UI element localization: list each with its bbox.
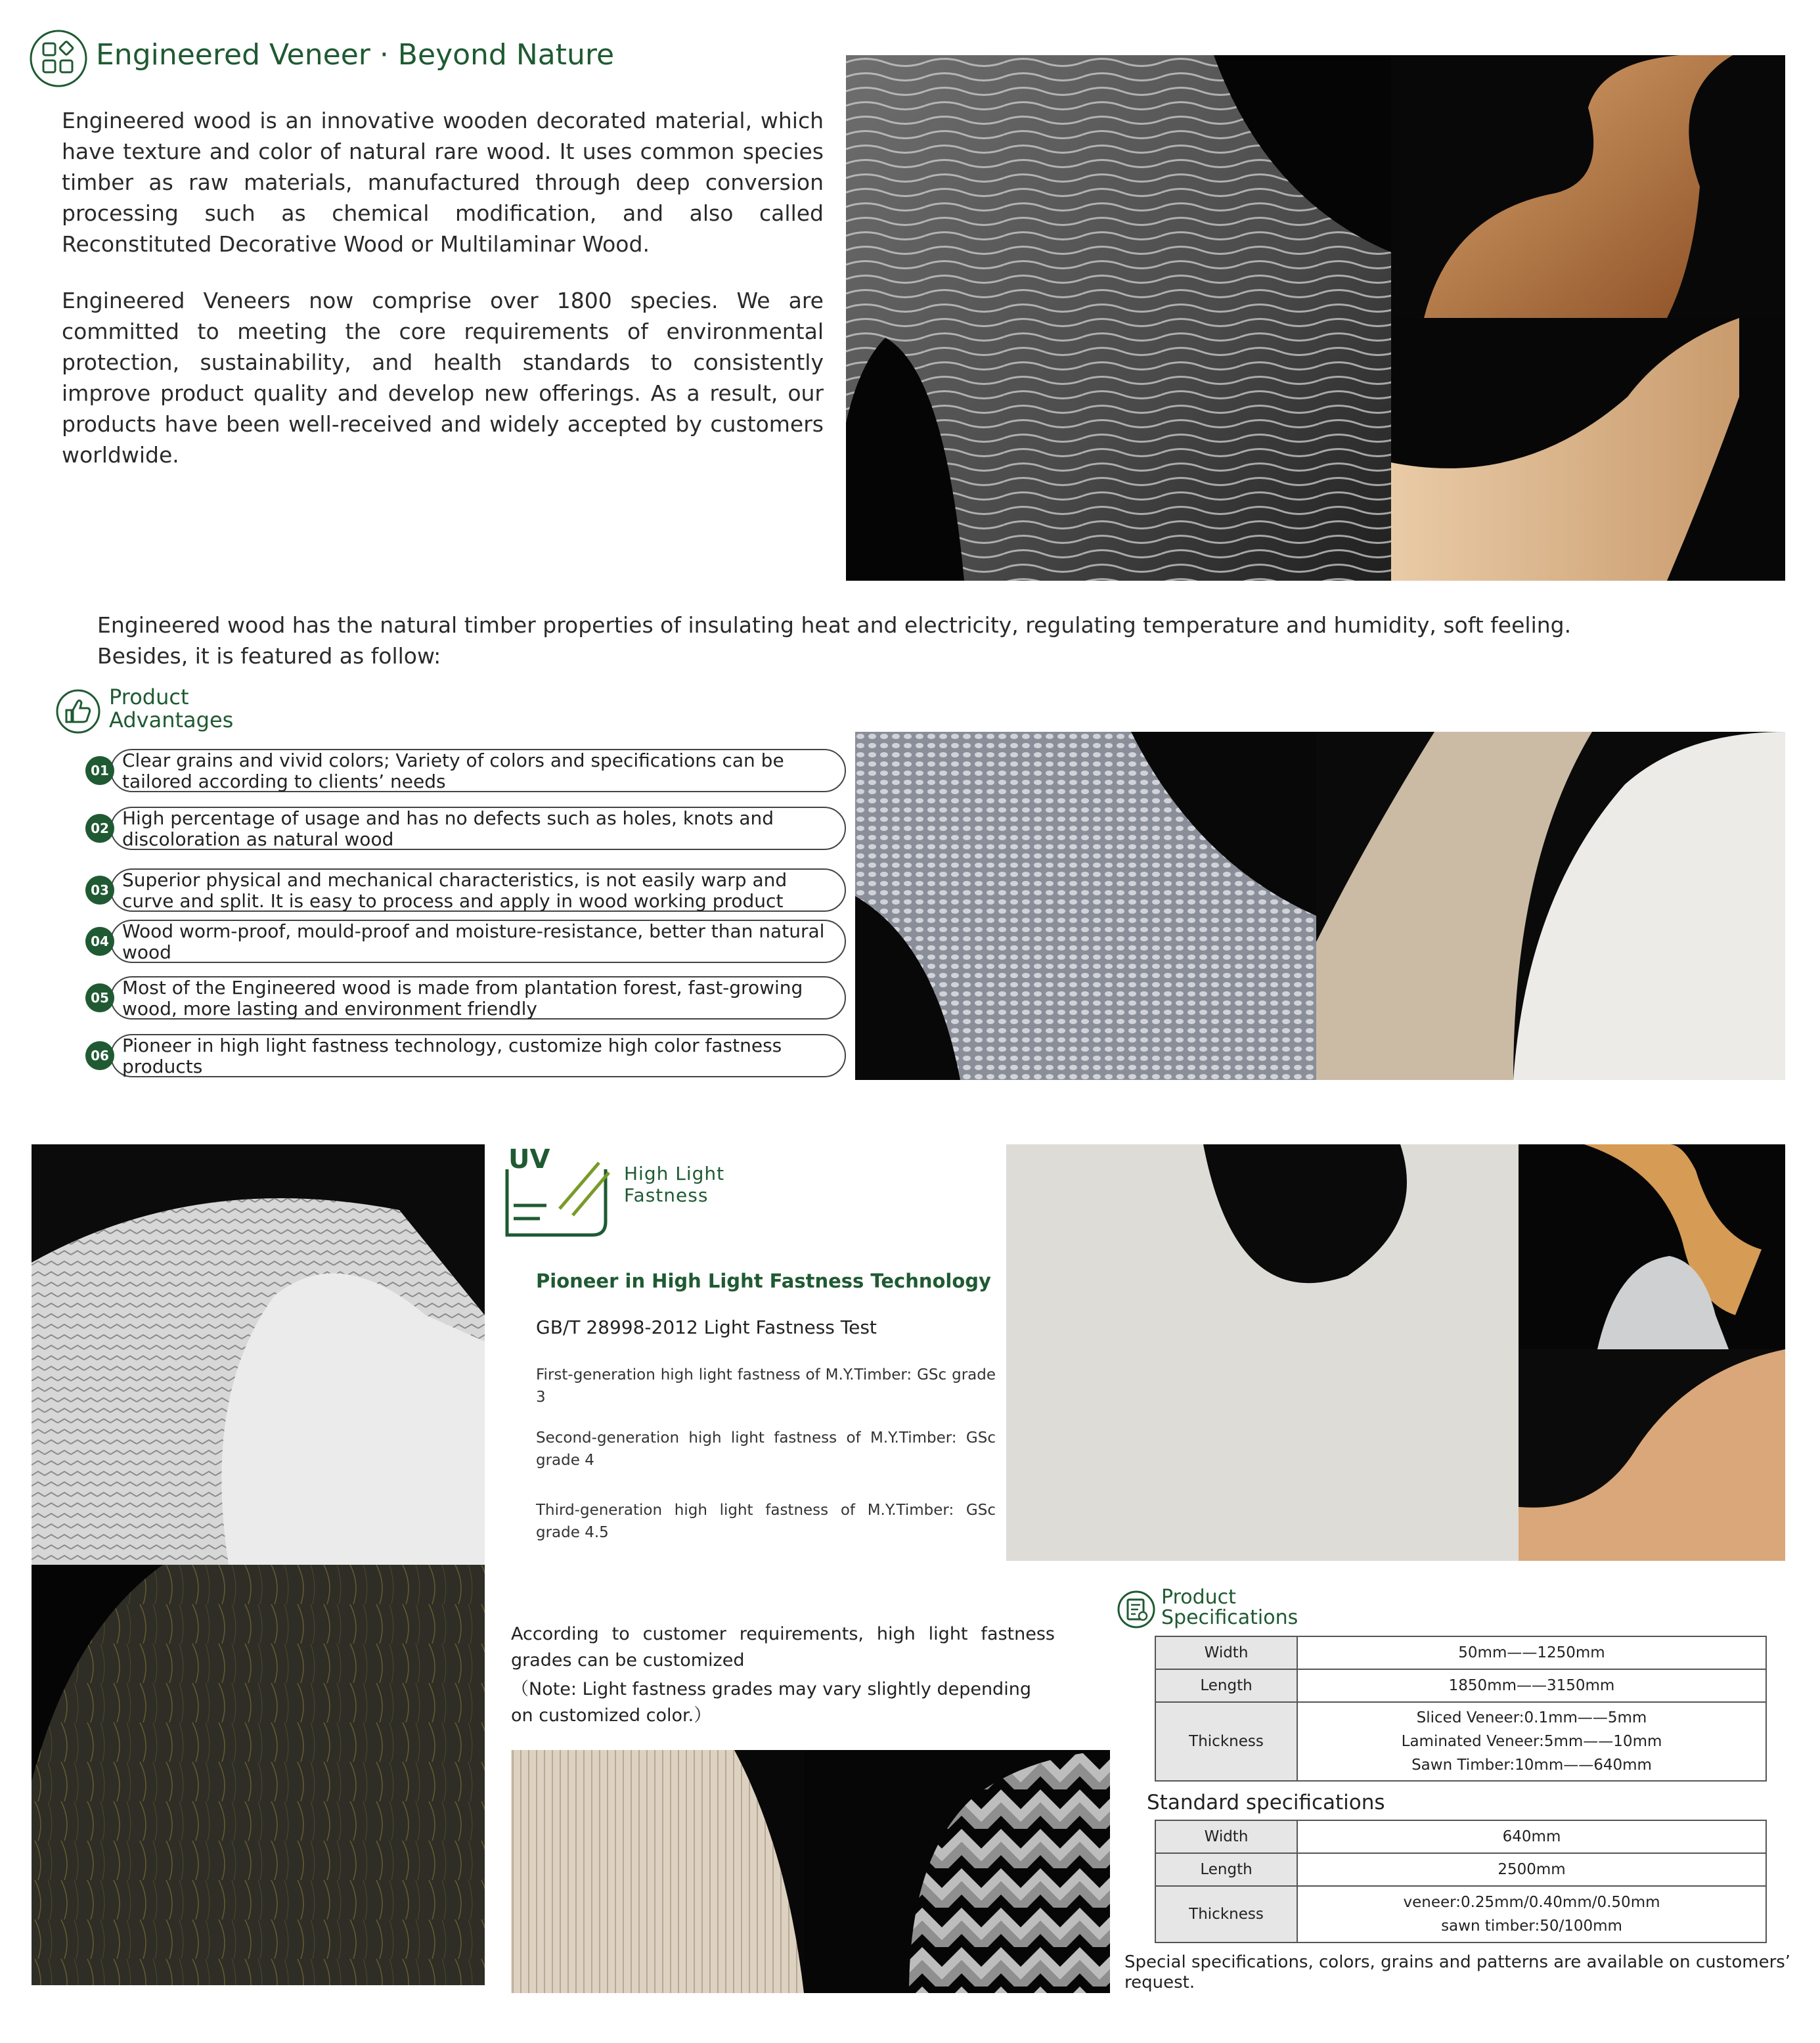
- advantage-text: Most of the Engineered wood is made from plantation forest, fast-growing wood, more lasting and environment friendly: [122, 977, 803, 1020]
- spec-key: Length: [1155, 1669, 1297, 1702]
- advantage-item: [91, 749, 846, 792]
- uv-label: UV: [508, 1144, 550, 1175]
- photo-chevron-veneer-roll: [804, 1750, 1110, 1993]
- advantages-title-line2: Advantages: [109, 707, 234, 732]
- thickness-sawn: Sawn Timber:10mm——640mm: [1411, 1757, 1652, 1774]
- specs-title: [1161, 1587, 1298, 1628]
- photo-striped-cream-veneer: [511, 1750, 804, 1993]
- photo-white-herringbone-roll: [32, 1144, 485, 1565]
- thumbs-up-icon: [55, 688, 101, 734]
- uv-scroll-icon: [500, 1143, 616, 1242]
- standard-specs-table: [1155, 1820, 1767, 1943]
- thickness-laminated: Laminated Veneer:5mm——10mm: [1401, 1733, 1662, 1750]
- uv-subtitle: Pioneer in High Light Fastness Technology: [536, 1270, 991, 1292]
- specs-title-line1: Product: [1161, 1586, 1236, 1609]
- spec-value: [1297, 1702, 1766, 1781]
- generation-3: Third-generation high light fastness of M.Y.Timber: GSc grade 4.5: [536, 1502, 996, 1541]
- advantage-number: 03: [85, 876, 114, 905]
- advantage-item: [91, 807, 846, 850]
- advantage-number: 02: [85, 814, 114, 843]
- specs-title-line2: Specifications: [1161, 1606, 1298, 1629]
- advantage-item: [91, 868, 846, 912]
- spec-value: 640mm: [1297, 1820, 1766, 1853]
- advantage-item: [91, 976, 846, 1020]
- advantage-number: 01: [85, 756, 114, 785]
- customize-text: According to customer requirements, high light fastness grades can be customized: [511, 1624, 1055, 1671]
- generation-1: First-generation high light fastness of M.Y.Timber: GSc grade 3: [536, 1366, 996, 1406]
- specs-table: [1155, 1636, 1767, 1782]
- spec-key: Width: [1155, 1636, 1297, 1669]
- uv-title-line2: Fastness: [624, 1184, 709, 1206]
- features-intro: Engineered wood has the natural timber properties of insulating heat and electricity, regulating temperature and humidity, soft feeling. Besides, it is featured as follow:: [97, 612, 1572, 669]
- spec-sheet-icon: [1117, 1590, 1156, 1629]
- spec-key: Width: [1155, 1820, 1297, 1853]
- spec-value: [1297, 1886, 1766, 1942]
- photo-textured-grey-veneer: [855, 732, 1316, 1080]
- spec-value: 50mm——1250mm: [1297, 1636, 1766, 1669]
- spec-value: 1850mm——3150mm: [1297, 1669, 1766, 1702]
- photo-rolled-tan-veneer: [1391, 55, 1785, 318]
- note-text: （Note: Light fastness grades may vary slightly depending on customized color.）: [511, 1679, 1031, 1726]
- photo-dark-wavy-veneer: [846, 55, 1391, 581]
- photo-white-fine-grain-veneer: [1006, 1144, 1519, 1561]
- photo-marble-veneer-roll: [1519, 1144, 1785, 1349]
- intro-paragraph-2: Engineered Veneers now comprise over 1800 species. We are committed to meeting the core requirements of environmental protection, sustainability, and health standards to consistently improve product quality and develop new offerings. As a result, our products have been well-received and widely accepted by customers worldwide.: [62, 288, 824, 468]
- uv-title-line1: High Light: [624, 1163, 725, 1184]
- photo-beige-white-veneer: [1316, 732, 1785, 1080]
- advantage-text: Superior physical and mechanical characteristics, is not easily warp and curve and split. It is easy to process and apply in wood working product: [122, 869, 788, 912]
- generation-2: Second-generation high light fastness of M.Y.Timber: GSc grade 4: [536, 1429, 996, 1469]
- special-specs-note: Special specifications, colors, grains and patterns are available on customers’ request.: [1124, 1952, 1791, 1992]
- advantage-number: 05: [85, 983, 114, 1012]
- photo-peach-veneer-curl: [1519, 1349, 1785, 1561]
- advantage-text: Clear grains and vivid colors; Variety of colors and specifications can be tailored according to clients’ needs: [122, 750, 784, 792]
- standard-label: GB/T 28998-2012 Light Fastness Test: [536, 1316, 877, 1338]
- advantage-text: Pioneer in high light fastness technology, customize high color fastness products: [122, 1035, 782, 1077]
- advantage-item: [91, 920, 846, 963]
- page-title: Engineered Veneer · Beyond Nature: [96, 38, 615, 72]
- grid-blocks-icon: [29, 29, 88, 88]
- spec-value: 2500mm: [1297, 1853, 1766, 1886]
- spec-key: Thickness: [1155, 1702, 1297, 1781]
- advantages-title: [109, 686, 233, 732]
- uv-title: [624, 1163, 724, 1206]
- spec-key: Length: [1155, 1853, 1297, 1886]
- spec-key: Thickness: [1155, 1886, 1297, 1942]
- thickness-sliced: Sliced Veneer:0.1mm——5mm: [1416, 1709, 1647, 1726]
- intro-paragraph-1: Engineered wood is an innovative wooden decorated material, which have texture and color of natural rare wood. It uses common species timber as raw materials, manufactured through deep conversion processing such as chemical modification, and also called Reconstituted Decorative Wood or Multilaminar Wood.: [62, 108, 824, 257]
- advantages-title-line1: Product: [109, 685, 189, 709]
- thickness-sawn: sawn timber:50/100mm: [1441, 1918, 1622, 1935]
- standard-specs-title: Standard specifications: [1147, 1791, 1385, 1814]
- advantage-text: High percentage of usage and has no defects such as holes, knots and discoloration as natural wood: [122, 807, 774, 850]
- advantage-number: 06: [85, 1041, 114, 1070]
- advantage-text: Wood worm-proof, mould-proof and moisture-resistance, better than natural wood: [122, 920, 825, 963]
- advantage-item: [91, 1034, 846, 1077]
- advantage-number: 04: [85, 927, 114, 956]
- photo-dark-gold-grain-veneer: [32, 1565, 485, 1985]
- photo-light-oak-veneer: [1391, 318, 1785, 581]
- thickness-veneer: veneer:0.25mm/0.40mm/0.50mm: [1403, 1894, 1660, 1911]
